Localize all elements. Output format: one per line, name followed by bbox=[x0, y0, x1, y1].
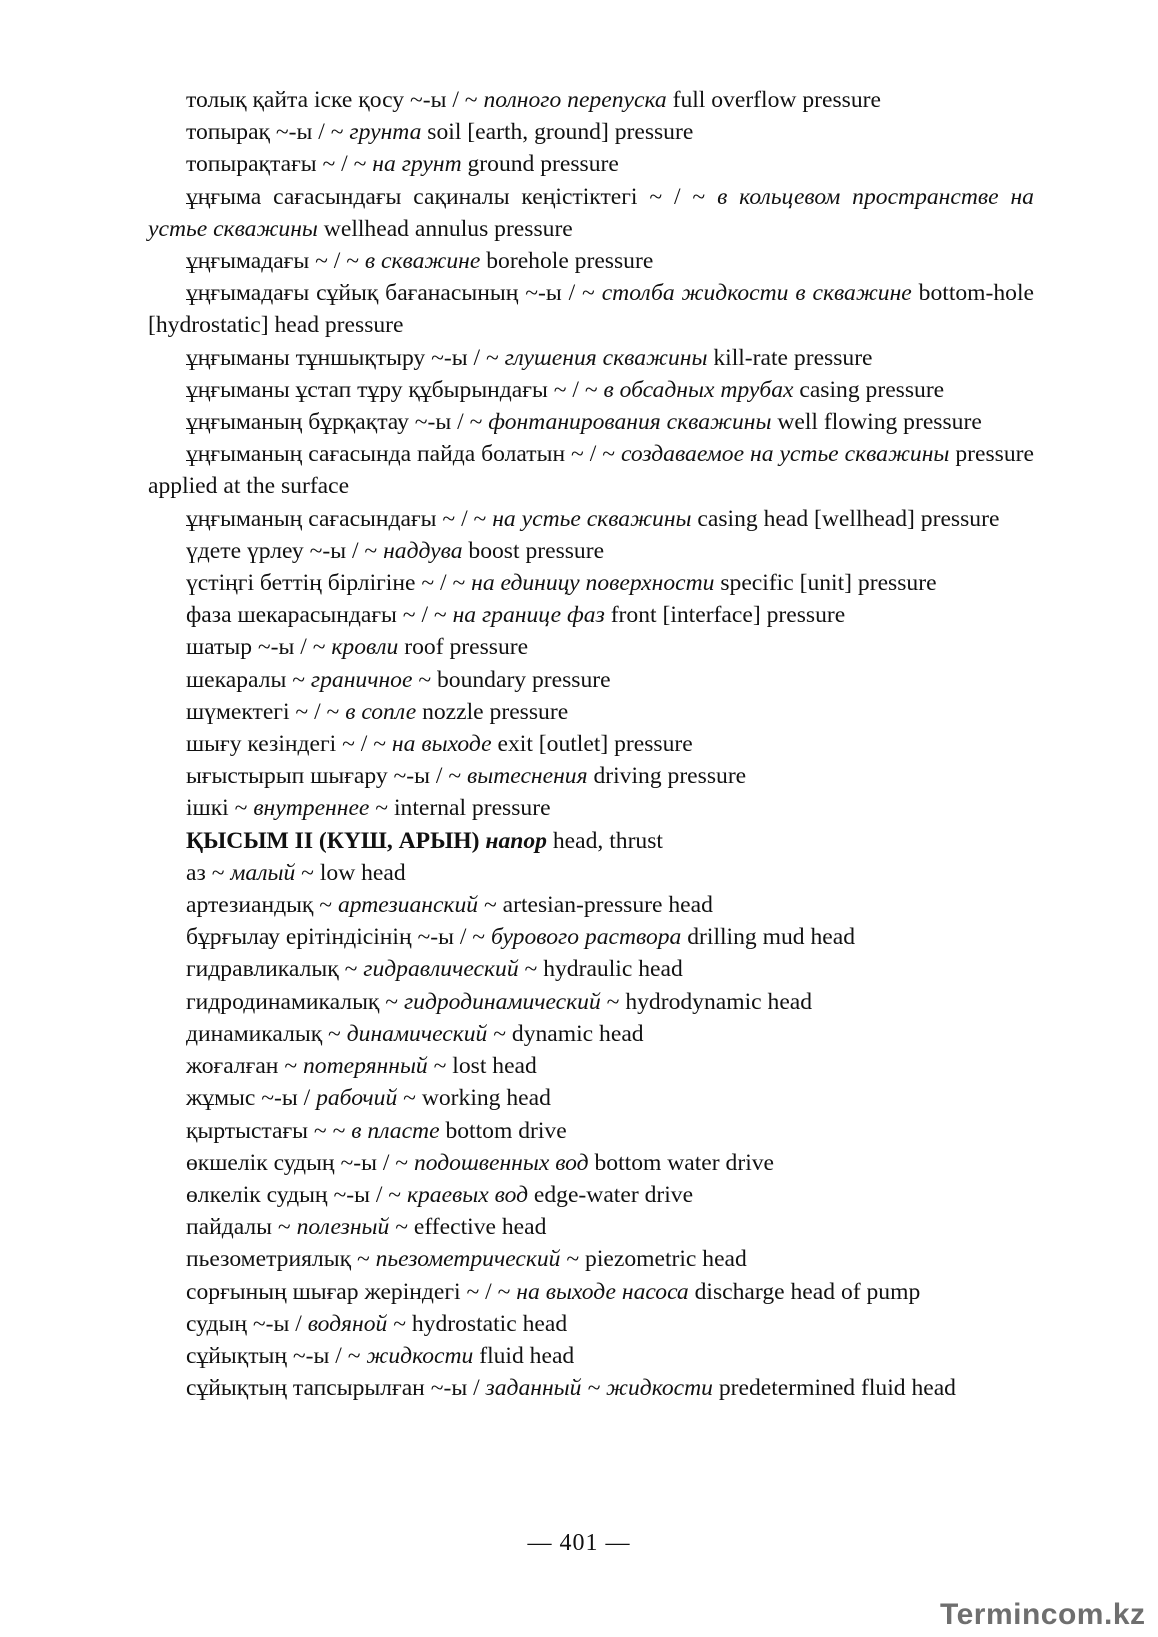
dictionary-entry bbox=[148, 1340, 1034, 1372]
entry-text: гидравликалық ~ bbox=[186, 956, 364, 983]
entry-text: пайдалы ~ bbox=[186, 1214, 297, 1241]
entry-text: ұңғыманы тұншықтыру ~-ы / ~ bbox=[186, 344, 505, 371]
russian-term: на выходе насоса bbox=[516, 1278, 689, 1305]
entry-text: ~ dynamic head bbox=[487, 1020, 644, 1047]
dictionary-entries bbox=[148, 84, 1034, 1404]
russian-term: глушения скважины bbox=[504, 344, 708, 371]
entry-text: discharge head of pump bbox=[688, 1278, 921, 1305]
dictionary-entry bbox=[148, 1147, 1034, 1179]
dictionary-entry bbox=[148, 438, 1034, 502]
entry-text: фаза шекарасындағы ~ / ~ bbox=[186, 602, 453, 629]
dictionary-entry bbox=[148, 664, 1034, 696]
russian-term: полного перепуска bbox=[483, 87, 667, 113]
russian-term: внутреннее bbox=[253, 795, 370, 822]
entry-text: гидродинамикалық ~ bbox=[186, 988, 404, 1015]
entry-text: сорғының шығар жеріндегі ~ / ~ bbox=[186, 1278, 517, 1305]
russian-term: вытеснения bbox=[467, 763, 588, 790]
entry-text: ~ boundary pressure bbox=[412, 666, 611, 693]
entry-text: casing pressure bbox=[793, 376, 945, 403]
entry-text: boost pressure bbox=[462, 537, 605, 564]
entry-text: ~ artesian-pressure head bbox=[478, 892, 713, 919]
russian-term: жидкости bbox=[366, 1342, 474, 1369]
entry-text: қыртыстағы ~ ~ bbox=[186, 1117, 352, 1144]
russian-term: на границе фаз bbox=[452, 602, 605, 629]
entry-text: exit [outlet] pressure bbox=[491, 731, 693, 758]
entry-text: ~ hydraulic head bbox=[518, 956, 683, 983]
dictionary-entry bbox=[148, 181, 1034, 245]
dictionary-entry bbox=[148, 535, 1034, 567]
russian-term: бурового раствора bbox=[490, 924, 682, 951]
entry-text: сұйықтың ~-ы / ~ bbox=[186, 1342, 367, 1369]
entry-text: driving pressure bbox=[587, 763, 747, 790]
russian-term: кровли bbox=[331, 634, 399, 661]
entry-text: ~ working head bbox=[397, 1085, 551, 1112]
dictionary-entry bbox=[148, 921, 1034, 953]
dictionary-entry bbox=[148, 84, 1034, 116]
russian-term: создаваемое на устье скважины bbox=[620, 441, 950, 468]
entry-text: артезиандық ~ bbox=[186, 892, 338, 919]
dictionary-entry bbox=[148, 857, 1034, 889]
russian-term: рабочий bbox=[316, 1085, 398, 1112]
russian-term: на грунт bbox=[372, 151, 462, 178]
site-watermark: Termincom.kz bbox=[940, 1598, 1146, 1631]
dictionary-entry bbox=[148, 406, 1034, 438]
entry-text: жоғалған ~ bbox=[186, 1053, 303, 1080]
entry-text: жұмыс ~-ы / bbox=[186, 1085, 317, 1112]
entry-text: kill-rate pressure bbox=[707, 344, 873, 371]
dictionary-entry bbox=[148, 792, 1034, 824]
entry-text: borehole pressure bbox=[480, 248, 654, 275]
russian-term: подошвенных вод bbox=[413, 1149, 589, 1176]
headword-entry bbox=[148, 825, 1034, 857]
entry-text: ~ lost head bbox=[427, 1053, 537, 1080]
entry-text: bottom water drive bbox=[588, 1149, 775, 1176]
russian-term: артезианский bbox=[337, 892, 479, 919]
dictionary-entry bbox=[148, 503, 1034, 535]
russian-term: малый bbox=[230, 859, 296, 886]
russian-term: краевых вод bbox=[406, 1181, 528, 1208]
entry-text: топырақ ~-ы / ~ bbox=[186, 119, 350, 146]
dictionary-entry bbox=[148, 760, 1034, 792]
entry-text: үстіңгі беттің бірлігіне ~ / ~ bbox=[186, 570, 472, 597]
entry-text: ығыстырып шығару ~-ы / ~ bbox=[186, 763, 468, 790]
entry-text: ~ internal pressure bbox=[369, 795, 551, 822]
russian-term: пьезометрический bbox=[375, 1246, 561, 1273]
entry-text: predetermined fluid head bbox=[712, 1375, 956, 1402]
entry-text: full overflow pressure bbox=[666, 87, 881, 113]
entry-text: динамикалық ~ bbox=[186, 1020, 347, 1047]
russian-term: водяной bbox=[307, 1310, 388, 1337]
entry-text: casing head [wellhead] pressure bbox=[691, 505, 1000, 532]
entry-text: ~ effective head bbox=[389, 1214, 547, 1241]
entry-text: ұңғыманы ұстап тұру құбырындағы ~ / ~ bbox=[186, 376, 604, 403]
entry-text: ~ hydrodynamic head bbox=[600, 988, 813, 1015]
entry-text: edge-water drive bbox=[528, 1181, 694, 1208]
entry-text: үдете үрлеу ~-ы / ~ bbox=[186, 537, 384, 564]
dictionary-entry bbox=[148, 696, 1034, 728]
dictionary-entry bbox=[148, 986, 1034, 1018]
dictionary-entry bbox=[148, 1179, 1034, 1211]
dictionary-entry bbox=[148, 342, 1034, 374]
dictionary-entry bbox=[148, 116, 1034, 148]
russian-term: в пласте bbox=[351, 1117, 440, 1144]
entry-text: bottom-hole [hydrostatic] head pressure bbox=[148, 280, 1034, 339]
dictionary-entry bbox=[148, 631, 1034, 663]
russian-term: гидродинамический bbox=[403, 988, 601, 1015]
entry-text: ұңғыманың сағасындағы ~ / ~ bbox=[186, 505, 493, 532]
dictionary-entry bbox=[148, 277, 1034, 341]
entry-text: drilling mud head bbox=[681, 924, 855, 951]
entry-text: ұңғыманың сағасында пайда болатын ~ / ~ bbox=[186, 441, 621, 468]
entry-text: сұйықтың тапсырылған ~-ы / bbox=[186, 1375, 486, 1402]
entry-text: шатыр ~-ы / ~ bbox=[186, 634, 332, 661]
entry-text: бұрғылау ерітіндісінің ~-ы / ~ bbox=[186, 924, 491, 951]
entry-text: толық қайта іске қосу ~-ы / ~ bbox=[186, 87, 484, 113]
entry-text: шығу кезіндегі ~ / ~ bbox=[186, 731, 392, 758]
entry-text: ұңғымадағы ~ / ~ bbox=[186, 248, 365, 275]
dictionary-entry bbox=[148, 1082, 1034, 1114]
dictionary-entry bbox=[148, 1308, 1034, 1340]
entry-text: ішкі ~ bbox=[186, 795, 254, 822]
entry-text: head, thrust bbox=[546, 827, 663, 854]
entry-text: bottom drive bbox=[439, 1117, 567, 1144]
entry-text: топырақтағы ~ / ~ bbox=[186, 151, 373, 178]
dictionary-entry bbox=[148, 1276, 1034, 1308]
page-number: — 401 — bbox=[527, 1530, 631, 1556]
russian-term: в сопле bbox=[345, 698, 417, 725]
russian-term: потерянный bbox=[302, 1053, 428, 1080]
dictionary-entry bbox=[148, 889, 1034, 921]
russian-term: граничное bbox=[310, 666, 413, 693]
dictionary-entry bbox=[148, 1018, 1034, 1050]
dictionary-entry bbox=[148, 599, 1034, 631]
entry-text: судың ~-ы / bbox=[186, 1310, 308, 1337]
entry-text: өкшелік судың ~-ы / ~ bbox=[186, 1149, 414, 1176]
russian-term: на устье скважины bbox=[492, 505, 692, 532]
russian-term: столба жидкости в скважине bbox=[601, 280, 912, 307]
entry-text: front [interface] pressure bbox=[604, 602, 846, 629]
dictionary-entry bbox=[148, 1372, 1034, 1404]
russian-term: фонтанирования скважины bbox=[488, 409, 772, 436]
russian-term: грунта bbox=[349, 119, 422, 146]
entry-text: roof pressure bbox=[398, 634, 529, 661]
russian-term: динамический bbox=[346, 1020, 488, 1047]
entry-text: ұңғымадағы сұйық бағанасының ~-ы / ~ bbox=[186, 280, 602, 307]
entry-text: ~ low head bbox=[295, 859, 406, 886]
russian-term: в скважине bbox=[364, 248, 481, 275]
dictionary-entry bbox=[148, 953, 1034, 985]
entry-text: аз ~ bbox=[186, 859, 231, 886]
russian-term: заданный ~ жидкости bbox=[485, 1375, 713, 1402]
dictionary-entry bbox=[148, 374, 1034, 406]
entry-text: ~ hydrostatic head bbox=[387, 1310, 568, 1337]
headword-term: напор bbox=[485, 827, 547, 854]
dictionary-entry bbox=[148, 1115, 1034, 1147]
entry-text: шүмектегі ~ / ~ bbox=[186, 698, 346, 725]
russian-term: в кольцевом пространстве на устье скважины bbox=[148, 183, 1034, 242]
headword-term: ҚЫСЫМ II (КҮШ, АРЫН) bbox=[186, 827, 486, 854]
entry-text: ~ piezometric head bbox=[560, 1246, 747, 1273]
dictionary-entry bbox=[148, 728, 1034, 760]
russian-term: в обсадных трубах bbox=[603, 376, 794, 403]
entry-text: soil [earth, ground] pressure bbox=[421, 119, 694, 146]
dictionary-entry bbox=[148, 245, 1034, 277]
entry-text: fluid head bbox=[473, 1342, 575, 1369]
dictionary-entry bbox=[148, 1050, 1034, 1082]
russian-term: на единицу поверхности bbox=[471, 570, 715, 597]
entry-text: ұңғыманың бұрқақтау ~-ы / ~ bbox=[186, 409, 489, 436]
entry-text: пьезометриялық ~ bbox=[186, 1246, 376, 1273]
entry-text: өлкелік судың ~-ы / ~ bbox=[186, 1181, 407, 1208]
entry-text: nozzle pressure bbox=[416, 698, 569, 725]
entry-text: pressure applied at the surface bbox=[148, 441, 1034, 500]
russian-term: гидравлический bbox=[363, 956, 519, 983]
russian-term: на выходе bbox=[391, 731, 492, 758]
entry-text: specific [unit] pressure bbox=[714, 570, 937, 597]
entry-text: шекаралы ~ bbox=[186, 666, 311, 693]
russian-term: полезный bbox=[296, 1214, 390, 1241]
dictionary-entry bbox=[148, 148, 1034, 180]
russian-term: наддува bbox=[383, 537, 463, 564]
entry-text: ground pressure bbox=[461, 151, 619, 178]
entry-text: wellhead annulus pressure bbox=[317, 215, 573, 242]
dictionary-entry bbox=[148, 1243, 1034, 1275]
entry-text: ұңғыма сағасындағы сақиналы кеңістіктегі ~ / ~ bbox=[186, 183, 718, 210]
dictionary-entry bbox=[148, 1211, 1034, 1243]
dictionary-entry bbox=[148, 567, 1034, 599]
entry-text: well flowing pressure bbox=[771, 409, 982, 436]
